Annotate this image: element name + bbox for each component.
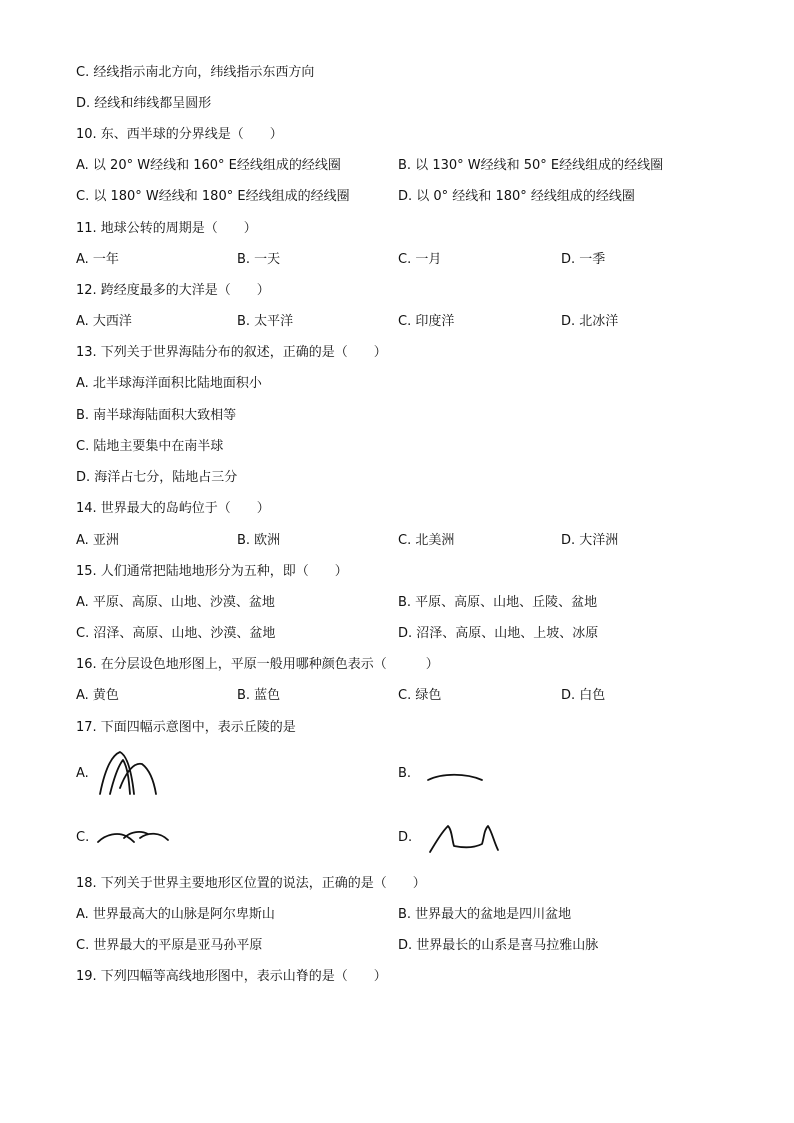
q12-option-c: C. 印度洋 bbox=[398, 314, 455, 329]
q17-figure-a-label: A. bbox=[76, 766, 89, 781]
q13-option-c: C. 陆地主要集中在南半球 bbox=[76, 439, 224, 454]
q12-option-a: A. 大西洋 bbox=[76, 314, 132, 329]
q16-stem: 16. 在分层设色地形图上，平原一般用哪种颜色表示（ ） bbox=[76, 657, 439, 672]
q16-option-c: C. 绿色 bbox=[398, 688, 442, 703]
q17-figure-b-label: B. bbox=[398, 766, 412, 781]
q17-figure-c-hills-sketch bbox=[96, 826, 172, 848]
q12-stem: 12. 跨经度最多的大洋是（ ） bbox=[76, 283, 270, 298]
q13-option-a: A. 北半球海洋面积比陆地面积小 bbox=[76, 376, 262, 391]
q17-figure-b-plain-sketch bbox=[426, 770, 486, 786]
q18-option-b: B. 世界最大的盆地是四川盆地 bbox=[398, 907, 572, 922]
q19-stem: 19. 下列四幅等高线地形图中，表示山脊的是（ ） bbox=[76, 969, 387, 984]
q17-figure-a-mountain-sketch bbox=[96, 748, 166, 800]
q11-option-a: A. 一年 bbox=[76, 252, 119, 267]
q14-stem: 14. 世界最大的岛屿位于（ ） bbox=[76, 501, 270, 516]
q10-option-a: A. 以 20° W经线和 160° E经线组成的经线圈 bbox=[76, 158, 341, 173]
q14-option-a: A. 亚洲 bbox=[76, 533, 119, 548]
q13-option-b: B. 南半球海陆面积大致相等 bbox=[76, 408, 237, 423]
q15-option-d: D. 沼泽、高原、山地、上坡、冰原 bbox=[398, 626, 599, 641]
q11-option-d: D. 一季 bbox=[561, 252, 606, 267]
q14-option-b: B. 欧洲 bbox=[237, 533, 281, 548]
q9-option-d: D. 经线和纬线都呈圆形 bbox=[76, 96, 212, 111]
q16-option-a: A. 黄色 bbox=[76, 688, 119, 703]
q18-option-c: C. 世界最大的平原是亚马孙平原 bbox=[76, 938, 263, 953]
q17-stem: 17. 下面四幅示意图中，表示丘陵的是 bbox=[76, 720, 296, 735]
q13-stem: 13. 下列关于世界海陆分布的叙述，正确的是（ ） bbox=[76, 345, 387, 360]
q18-option-d: D. 世界最长的山系是喜马拉雅山脉 bbox=[398, 938, 599, 953]
q13-option-d: D. 海洋占七分，陆地占三分 bbox=[76, 470, 238, 485]
q15-option-b: B. 平原、高原、山地、丘陵、盆地 bbox=[398, 595, 598, 610]
q18-stem: 18. 下列关于世界主要地形区位置的说法，正确的是（ ） bbox=[76, 876, 426, 891]
q10-stem: 10. 东、西半球的分界线是（ ） bbox=[76, 127, 283, 142]
q12-option-b: B. 太平洋 bbox=[237, 314, 294, 329]
q18-option-a: A. 世界最高大的山脉是阿尔卑斯山 bbox=[76, 907, 275, 922]
q11-option-b: B. 一天 bbox=[237, 252, 281, 267]
q15-stem: 15. 人们通常把陆地地形分为五种，即（ ） bbox=[76, 564, 348, 579]
q16-option-b: B. 蓝色 bbox=[237, 688, 281, 703]
q15-option-a: A. 平原、高原、山地、沙漠、盆地 bbox=[76, 595, 275, 610]
q11-option-c: C. 一月 bbox=[398, 252, 442, 267]
q11-stem: 11. 地球公转的周期是（ ） bbox=[76, 221, 257, 236]
q10-option-d: D. 以 0° 经线和 180° 经线组成的经线圈 bbox=[398, 189, 635, 204]
q17-figure-c-label: C. bbox=[76, 830, 90, 845]
q17-figure-d-label: D. bbox=[398, 830, 413, 845]
q9-option-c: C. 经线指示南北方向，纬线指示东西方向 bbox=[76, 65, 315, 80]
q17-figure-d-basin-sketch bbox=[428, 820, 500, 856]
q16-option-d: D. 白色 bbox=[561, 688, 606, 703]
q14-option-d: D. 大洋洲 bbox=[561, 533, 619, 548]
q14-option-c: C. 北美洲 bbox=[398, 533, 455, 548]
q15-option-c: C. 沼泽、高原、山地、沙漠、盆地 bbox=[76, 626, 276, 641]
q10-option-c: C. 以 180° W经线和 180° E经线组成的经线圈 bbox=[76, 189, 350, 204]
q10-option-b: B. 以 130° W经线和 50° E经线组成的经线圈 bbox=[398, 158, 664, 173]
q12-option-d: D. 北冰洋 bbox=[561, 314, 619, 329]
